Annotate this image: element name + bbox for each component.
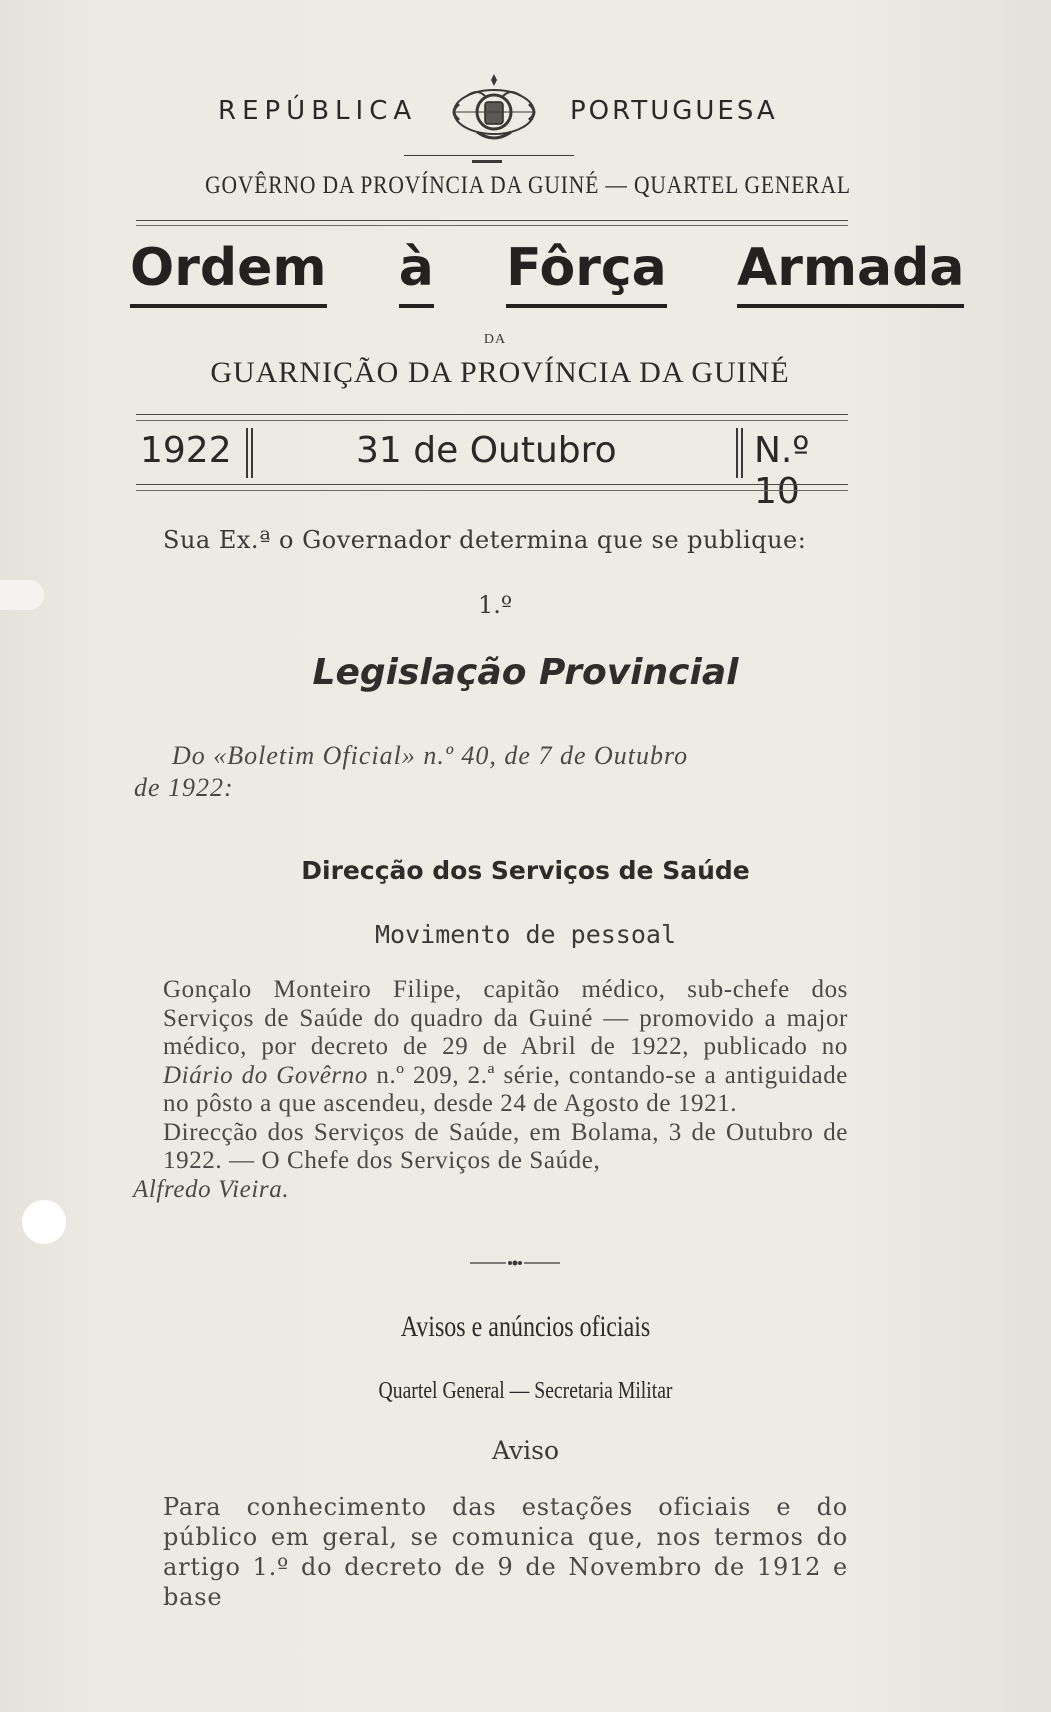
movement-text <box>133 976 848 1204</box>
signature-text: Direcção dos Serviços de Saúde, em Bolama, 3 de Outubro de 1922. — O Chefe dos Serviços de Saúde, <box>163 1118 848 1174</box>
title-word-ordem: Ordem <box>130 238 327 298</box>
boletim-line-2: de 1922: <box>134 773 234 802</box>
boletim-reference <box>134 740 854 804</box>
title-word-forca: Fôrça <box>506 238 667 298</box>
ornament-divider-icon <box>470 1258 560 1268</box>
notice-text <box>133 1492 848 1612</box>
notice-paragraph: Para conhecimento das estações oficiais e do público em geral, se comunica que, nos termos do artigo 1.º do decreto de 9 de Novembro de 1912 e base <box>163 1493 848 1611</box>
title-word-a: à <box>398 238 434 298</box>
issue-row <box>136 424 848 512</box>
notice-heading: Aviso <box>491 1436 560 1465</box>
divider-bottom <box>136 484 848 491</box>
issue-number: N.º 10 <box>754 430 810 512</box>
issue-year: 1922 <box>140 430 232 471</box>
paper-stain <box>0 580 44 610</box>
movement-text-start: Gonçalo Monteiro Filipe, capitão médico, sub-chefe dos Serviços de Saúde do quadro da Guiné — promovido a major médico, por decreto de 29 de Abril de 1922, publicado no <box>163 976 848 1060</box>
page-title <box>130 238 965 298</box>
title-word-armada: Armada <box>736 238 965 298</box>
coat-of-arms-icon <box>447 74 541 146</box>
section-number: 1.º <box>478 591 513 619</box>
diario-reference: Diário do Govêrno <box>163 1061 368 1089</box>
column-separator <box>736 428 743 478</box>
notices-heading: Avisos e anúncios oficiais <box>400 1310 651 1343</box>
divider-middle <box>136 414 848 421</box>
government-line: GOVÊRNO DA PROVÍNCIA DA GUINÉ — QUARTEL GENERAL <box>205 172 851 199</box>
punch-hole <box>22 1200 66 1244</box>
issue-date: 31 de Outubro <box>356 430 617 471</box>
header-republica: REPÚBLICA <box>218 96 418 126</box>
section-title: Legislação Provincial <box>312 652 739 693</box>
title-subtitle: GUARNIÇÃO DA PROVÍNCIA DA GUINÉ <box>210 356 790 389</box>
movement-paragraph <box>133 976 848 1119</box>
header-row <box>0 88 1051 138</box>
movement-heading: Movimento de pessoal <box>374 920 677 949</box>
header-portuguesa: PORTUGUESA <box>570 96 778 126</box>
intro-paragraph: Sua Ex.ª o Governador determina que se publique: <box>163 526 807 554</box>
notices-origin: Quartel General — Secretaria Militar <box>378 1378 673 1404</box>
header-divider-mark <box>472 160 502 163</box>
signature-paragraph <box>133 1119 848 1176</box>
boletim-line-1: Do «Boletim Oficial» n.º 40, de 7 de Outubro <box>172 741 689 770</box>
directorate-heading: Direcção dos Serviços de Saúde <box>301 856 750 885</box>
title-connector: DA <box>483 332 507 347</box>
column-separator <box>246 428 253 478</box>
signature-line <box>133 1176 848 1205</box>
movement-text-end: n.º 209, 2.ª série, contando-se a antiguidade no pôsto a que ascendeu, desde 24 de Agosto de 1921. <box>163 1061 848 1117</box>
signature-name: Alfredo Vieira. <box>133 1175 290 1203</box>
header-divider <box>404 155 574 156</box>
divider-top <box>136 220 848 226</box>
